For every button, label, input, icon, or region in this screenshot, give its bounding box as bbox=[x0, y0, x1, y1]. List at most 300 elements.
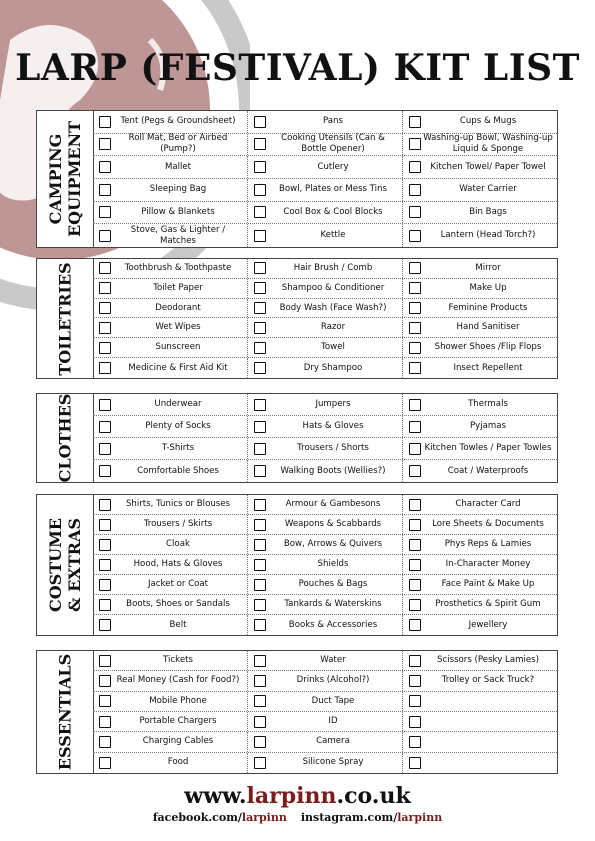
checklist-row bbox=[93, 651, 557, 671]
checkbox[interactable] bbox=[254, 206, 266, 218]
checkbox[interactable] bbox=[409, 579, 421, 591]
checklist-row bbox=[93, 134, 557, 157]
checkbox[interactable] bbox=[99, 282, 111, 294]
item-label: Portable Chargers bbox=[139, 716, 217, 727]
checklist-item bbox=[247, 712, 402, 731]
checkbox[interactable] bbox=[254, 138, 266, 150]
section-costume-extras bbox=[36, 494, 558, 636]
checklist-item bbox=[93, 224, 247, 247]
checklist-row bbox=[93, 338, 557, 358]
checklist-item bbox=[247, 753, 402, 773]
item-label: Pouches & Bags bbox=[298, 579, 368, 589]
item-label: Shower Shoes /Flip Flops bbox=[434, 342, 542, 353]
section-label bbox=[37, 111, 94, 247]
checklist-item bbox=[247, 671, 402, 690]
checkbox[interactable] bbox=[99, 342, 111, 354]
checklist-item bbox=[93, 495, 247, 514]
checklist-item bbox=[93, 535, 247, 554]
facebook-prefix: facebook.com/ bbox=[152, 811, 242, 824]
item-label: ID bbox=[328, 716, 338, 727]
item-label: Cloak bbox=[166, 539, 190, 549]
checklist-item bbox=[93, 595, 247, 614]
checkbox[interactable] bbox=[409, 116, 421, 128]
checklist-item bbox=[402, 224, 557, 247]
checklist-item bbox=[402, 692, 557, 711]
checklist-item bbox=[93, 156, 247, 178]
checklist-item bbox=[93, 318, 247, 337]
checkbox[interactable] bbox=[99, 579, 111, 591]
checkbox[interactable] bbox=[409, 559, 421, 571]
checklist-item bbox=[247, 615, 402, 635]
checklist-row bbox=[93, 259, 557, 279]
checklist-grid bbox=[93, 111, 557, 247]
item-label: Phys Reps & Lamies bbox=[444, 539, 532, 549]
checklist-grid bbox=[93, 394, 557, 482]
item-label: Books & Accessories bbox=[288, 619, 378, 630]
item-label: Body Wash (Face Wash?) bbox=[279, 302, 387, 313]
item-label: Hair Brush / Comb bbox=[293, 262, 373, 273]
item-label: Razor bbox=[320, 322, 346, 333]
checklist-item bbox=[93, 358, 247, 378]
checkbox[interactable] bbox=[254, 262, 266, 274]
checklist-row bbox=[93, 460, 557, 482]
item-label: Pillow & Blankets bbox=[141, 206, 215, 217]
item-label: Wet Wipes bbox=[155, 322, 201, 333]
checkbox[interactable] bbox=[254, 465, 266, 477]
item-label: Pans bbox=[323, 116, 343, 127]
section-label-line2: & EXTRAS bbox=[65, 518, 84, 612]
item-label: Camera bbox=[316, 736, 350, 747]
checklist-item bbox=[402, 535, 557, 554]
item-label: Mobile Phone bbox=[149, 695, 207, 706]
section-label-line1: COSTUME bbox=[46, 518, 65, 612]
checkbox[interactable] bbox=[254, 675, 266, 687]
checkbox[interactable] bbox=[254, 282, 266, 294]
checklist-item bbox=[93, 575, 247, 594]
section-label-line1: CAMPING bbox=[46, 133, 65, 225]
item-label: Make Up bbox=[469, 282, 507, 293]
item-label: Trolley or Sack Truck? bbox=[441, 675, 535, 686]
checklist-item bbox=[247, 202, 402, 224]
checkbox[interactable] bbox=[409, 619, 421, 631]
checkbox[interactable] bbox=[409, 695, 421, 707]
checklist-item bbox=[93, 338, 247, 357]
item-label: Jumpers bbox=[315, 399, 351, 409]
checkbox[interactable] bbox=[99, 619, 111, 631]
item-label: Face Paint & Make Up bbox=[441, 579, 535, 589]
checkbox[interactable] bbox=[254, 757, 266, 769]
item-label: Hand Sanitiser bbox=[456, 322, 520, 333]
facebook-link[interactable] bbox=[153, 811, 287, 824]
checklist-item bbox=[402, 732, 557, 751]
checkbox[interactable] bbox=[254, 322, 266, 334]
checklist-item bbox=[93, 416, 247, 437]
checkbox[interactable] bbox=[99, 757, 111, 769]
checkbox[interactable] bbox=[254, 399, 266, 411]
checklist-item bbox=[402, 595, 557, 614]
item-label: Weapons & Scabbards bbox=[284, 519, 382, 529]
checklist-item bbox=[402, 555, 557, 574]
checklist-row bbox=[93, 279, 557, 299]
checklist-item bbox=[247, 299, 402, 318]
section-label-text bbox=[56, 262, 75, 375]
checkbox[interactable] bbox=[99, 138, 111, 150]
checkbox[interactable] bbox=[254, 342, 266, 354]
checklist-item bbox=[247, 111, 402, 133]
checklist-row bbox=[93, 692, 557, 712]
checkbox[interactable] bbox=[409, 302, 421, 314]
item-label: Coat / Waterproofs bbox=[447, 465, 529, 476]
checkbox[interactable] bbox=[99, 184, 111, 196]
checklist-item bbox=[402, 179, 557, 201]
item-label: Prosthetics & Spirit Gum bbox=[435, 599, 541, 609]
checklist-row bbox=[93, 111, 557, 134]
checklist-item bbox=[247, 179, 402, 201]
section-label bbox=[37, 394, 94, 482]
item-label: Trousers / Shorts bbox=[297, 443, 369, 453]
item-label: Tent (Pegs & Groundsheet) bbox=[120, 116, 236, 127]
section-label-line1: TOILETRIES bbox=[55, 261, 75, 376]
item-label: Boots, Shoes or Sandals bbox=[126, 599, 230, 609]
item-label: Comfortable Shoes bbox=[137, 465, 219, 476]
section-camping-equipment bbox=[36, 110, 558, 248]
checkbox[interactable] bbox=[99, 399, 111, 411]
checkbox[interactable] bbox=[99, 716, 111, 728]
item-label: Plenty of Socks bbox=[145, 421, 211, 431]
checklist-row bbox=[93, 202, 557, 225]
checklist-row bbox=[93, 299, 557, 319]
checkbox[interactable] bbox=[409, 519, 421, 531]
checklist-item bbox=[247, 259, 402, 278]
item-label: Toilet Paper bbox=[153, 282, 203, 293]
checkbox[interactable] bbox=[409, 675, 421, 687]
item-label: Cutlery bbox=[317, 161, 349, 172]
url-suffix: .co.uk bbox=[336, 783, 411, 809]
checkbox[interactable] bbox=[409, 655, 421, 667]
checklist-item bbox=[247, 156, 402, 178]
instagram-prefix: instagram.com/ bbox=[300, 811, 398, 824]
checklist-item bbox=[93, 712, 247, 731]
checklist-item bbox=[247, 279, 402, 298]
checklist-item bbox=[247, 438, 402, 459]
checklist-item bbox=[402, 438, 557, 459]
item-label: In-Character Money bbox=[445, 559, 531, 569]
checklist-item bbox=[402, 338, 557, 357]
checklist-item bbox=[93, 202, 247, 224]
checkbox[interactable] bbox=[99, 116, 111, 128]
checkbox[interactable] bbox=[254, 161, 266, 173]
item-label: Water Carrier bbox=[459, 184, 517, 195]
item-label: Cool Box & Cool Blocks bbox=[283, 206, 383, 217]
item-label: Shirts, Tunics or Blouses bbox=[125, 499, 231, 509]
section-toiletries bbox=[36, 258, 558, 379]
checklist-row bbox=[93, 318, 557, 338]
checklist-item bbox=[247, 416, 402, 437]
checklist-row bbox=[93, 394, 557, 416]
checkbox[interactable] bbox=[409, 465, 421, 477]
checkbox[interactable] bbox=[409, 184, 421, 196]
checkbox[interactable] bbox=[409, 161, 421, 173]
section-label-line1: ESSENTIALS bbox=[55, 653, 75, 771]
section-label-text bbox=[46, 518, 84, 612]
section-label-line1: CLOTHES bbox=[55, 393, 75, 483]
checkbox[interactable] bbox=[254, 116, 266, 128]
item-label: Water bbox=[320, 655, 346, 666]
item-label: Hood, Hats & Gloves bbox=[133, 559, 223, 569]
checkbox[interactable] bbox=[99, 736, 111, 748]
item-label: Charging Cables bbox=[142, 736, 214, 747]
item-label: Jewellery bbox=[468, 619, 508, 630]
item-label: T-Shirts bbox=[161, 443, 195, 453]
checklist-item bbox=[402, 495, 557, 514]
checklist-row bbox=[93, 438, 557, 460]
checkbox[interactable] bbox=[99, 206, 111, 218]
item-label: Mirror bbox=[475, 262, 501, 273]
checkbox[interactable] bbox=[99, 322, 111, 334]
checkbox[interactable] bbox=[254, 619, 266, 631]
checkbox[interactable] bbox=[99, 655, 111, 667]
item-label: Silicone Spray bbox=[302, 757, 364, 768]
item-label: Stove, Gas & Lighter / Matches bbox=[130, 224, 226, 246]
checkbox[interactable] bbox=[254, 579, 266, 591]
checklist-item bbox=[247, 732, 402, 751]
checklist-item bbox=[93, 279, 247, 298]
item-label: Trousers / Skirts bbox=[143, 519, 213, 529]
page-title: LARP (FESTIVAL) KIT LIST bbox=[15, 47, 580, 89]
checkbox[interactable] bbox=[409, 716, 421, 728]
checkbox[interactable] bbox=[99, 465, 111, 477]
item-label: Food bbox=[167, 757, 189, 768]
checklist-item bbox=[93, 732, 247, 751]
checklist-item bbox=[247, 495, 402, 514]
item-label: Underwear bbox=[154, 399, 202, 409]
checklist-row bbox=[93, 416, 557, 438]
item-label: Sleeping Bag bbox=[149, 184, 207, 195]
website-url[interactable] bbox=[0, 783, 595, 809]
checkbox[interactable] bbox=[409, 757, 421, 769]
item-label: Feminine Products bbox=[448, 302, 528, 313]
checklist-item bbox=[93, 555, 247, 574]
checkbox[interactable] bbox=[99, 519, 111, 531]
item-label: Lore Sheets & Documents bbox=[432, 519, 544, 529]
checklist-item bbox=[247, 555, 402, 574]
checkbox[interactable] bbox=[409, 282, 421, 294]
checklist-grid bbox=[93, 495, 557, 635]
checklist-item bbox=[402, 111, 557, 133]
checklist-item bbox=[93, 671, 247, 690]
item-label: Dry Shampoo bbox=[303, 362, 363, 373]
checkbox[interactable] bbox=[254, 716, 266, 728]
checklist-row bbox=[93, 712, 557, 732]
checklist-item bbox=[402, 460, 557, 482]
checkbox[interactable] bbox=[409, 499, 421, 511]
checklist-item bbox=[93, 615, 247, 635]
checkbox[interactable] bbox=[254, 421, 266, 433]
checklist-item bbox=[402, 318, 557, 337]
checkbox[interactable] bbox=[254, 499, 266, 511]
item-label: Kitchen Towles / Paper Towles bbox=[424, 443, 552, 453]
checkbox[interactable] bbox=[409, 443, 421, 455]
checkbox[interactable] bbox=[99, 262, 111, 274]
checkbox[interactable] bbox=[254, 539, 266, 551]
checklist-item bbox=[402, 299, 557, 318]
checkbox[interactable] bbox=[254, 519, 266, 531]
checklist-item bbox=[93, 394, 247, 415]
checkbox[interactable] bbox=[409, 421, 421, 433]
checklist-row bbox=[93, 358, 557, 378]
item-label: Deodorant bbox=[155, 302, 201, 313]
checklist-row bbox=[93, 515, 557, 535]
item-label: Walking Boots (Wellies?) bbox=[280, 465, 386, 476]
checklist-item bbox=[247, 224, 402, 247]
checklist-item bbox=[402, 671, 557, 690]
checkbox[interactable] bbox=[99, 230, 111, 242]
checkbox[interactable] bbox=[99, 302, 111, 314]
checkbox[interactable] bbox=[99, 539, 111, 551]
checkbox[interactable] bbox=[409, 138, 421, 150]
item-label: Sunscreen bbox=[155, 342, 201, 353]
item-label: Jacket or Coat bbox=[147, 579, 208, 589]
section-label-text bbox=[46, 121, 84, 237]
item-label: Character Card bbox=[455, 499, 521, 509]
checklist-item bbox=[93, 692, 247, 711]
checkbox[interactable] bbox=[254, 736, 266, 748]
checklist-row bbox=[93, 555, 557, 575]
checklist-item bbox=[247, 535, 402, 554]
checkbox[interactable] bbox=[99, 421, 111, 433]
checklist-item bbox=[93, 460, 247, 482]
checklist-item bbox=[247, 134, 402, 156]
checkbox[interactable] bbox=[99, 599, 111, 611]
checklist-item bbox=[402, 712, 557, 731]
checkbox[interactable] bbox=[254, 559, 266, 571]
checklist-item bbox=[93, 111, 247, 133]
section-label-text bbox=[56, 654, 75, 770]
checkbox[interactable] bbox=[254, 184, 266, 196]
item-label: Medicine & First Aid Kit bbox=[128, 362, 228, 373]
item-label: Tankards & Waterskins bbox=[284, 599, 382, 609]
checkbox[interactable] bbox=[99, 161, 111, 173]
checkbox[interactable] bbox=[409, 599, 421, 611]
instagram-brand: larpinn bbox=[397, 811, 443, 824]
item-label: Shampoo & Conditioner bbox=[281, 282, 385, 293]
checkbox[interactable] bbox=[254, 443, 266, 455]
checklist-item bbox=[402, 515, 557, 534]
item-label: Duct Tape bbox=[311, 695, 355, 706]
checkbox[interactable] bbox=[99, 559, 111, 571]
section-essentials bbox=[36, 650, 558, 774]
checklist-item bbox=[247, 394, 402, 415]
section-label-text bbox=[56, 394, 75, 483]
checkbox[interactable] bbox=[99, 695, 111, 707]
checklist-item bbox=[93, 179, 247, 201]
checklist-item bbox=[402, 259, 557, 278]
checklist-item bbox=[247, 575, 402, 594]
checklist-item bbox=[247, 318, 402, 337]
checklist-item bbox=[402, 753, 557, 773]
checklist-item bbox=[402, 202, 557, 224]
checklist-item bbox=[93, 438, 247, 459]
checkbox[interactable] bbox=[99, 499, 111, 511]
checkbox[interactable] bbox=[409, 736, 421, 748]
item-label: Lantern (Head Torch?) bbox=[440, 230, 536, 241]
checklist-grid bbox=[93, 259, 557, 378]
checkbox[interactable] bbox=[254, 655, 266, 667]
item-label: Kettle bbox=[320, 230, 346, 241]
section-clothes bbox=[36, 393, 558, 483]
item-label: Cups & Mugs bbox=[459, 116, 517, 127]
checklist-row bbox=[93, 732, 557, 752]
checklist-item bbox=[247, 515, 402, 534]
item-label: Bowl, Plates or Mess Tins bbox=[279, 184, 387, 195]
checkbox[interactable] bbox=[409, 206, 421, 218]
checklist-item bbox=[247, 692, 402, 711]
item-label: Bow, Arrows & Quivers bbox=[283, 539, 383, 549]
checkbox[interactable] bbox=[254, 230, 266, 242]
item-label: Hats & Gloves bbox=[302, 421, 364, 431]
item-label: Drinks (Alcohol?) bbox=[296, 675, 370, 686]
checkbox[interactable] bbox=[409, 539, 421, 551]
checklist-row bbox=[93, 156, 557, 179]
item-label: Toothbrush & Toothpaste bbox=[124, 262, 232, 273]
checkbox[interactable] bbox=[409, 399, 421, 411]
checkbox[interactable] bbox=[254, 302, 266, 314]
checklist-row bbox=[93, 753, 557, 773]
item-label: Roll Mat, Bed or Airbed (Pump?) bbox=[128, 133, 228, 155]
social-links bbox=[0, 811, 595, 825]
checkbox[interactable] bbox=[409, 230, 421, 242]
checkbox[interactable] bbox=[254, 599, 266, 611]
item-label: Scissors (Pesky Lamies) bbox=[437, 655, 539, 666]
checkbox[interactable] bbox=[254, 362, 266, 374]
checklist-item bbox=[247, 338, 402, 357]
checklist-item bbox=[402, 416, 557, 437]
checklist-item bbox=[93, 515, 247, 534]
checklist-item bbox=[402, 358, 557, 378]
item-label: Insect Repellent bbox=[453, 362, 523, 373]
item-label: Real Money (Cash for Food?) bbox=[116, 675, 240, 686]
checklist-item bbox=[247, 358, 402, 378]
item-label: Kitchen Towel/ Paper Towel bbox=[430, 161, 546, 172]
checklist-item bbox=[402, 615, 557, 635]
checkbox[interactable] bbox=[99, 675, 111, 687]
checklist-item bbox=[402, 651, 557, 670]
checklist-row bbox=[93, 224, 557, 247]
url-brand: larpinn bbox=[246, 783, 337, 809]
checkbox[interactable] bbox=[99, 362, 111, 374]
checklist-item bbox=[402, 575, 557, 594]
section-label bbox=[37, 259, 94, 378]
checkbox[interactable] bbox=[409, 262, 421, 274]
checkbox[interactable] bbox=[409, 322, 421, 334]
checkbox[interactable] bbox=[254, 695, 266, 707]
checklist-row bbox=[93, 495, 557, 515]
item-label: Armour & Gambesons bbox=[285, 499, 381, 509]
facebook-brand: larpinn bbox=[241, 811, 287, 824]
checklist-item bbox=[247, 651, 402, 670]
instagram-link[interactable] bbox=[301, 811, 442, 824]
item-label: Towel bbox=[321, 342, 345, 353]
checklist-row bbox=[93, 595, 557, 615]
item-label: Washing-up Bowl, Washing-up Liquid & Sponge bbox=[423, 133, 553, 155]
section-label bbox=[37, 495, 94, 635]
item-label: Belt bbox=[169, 619, 187, 630]
section-label bbox=[37, 651, 94, 773]
checkbox[interactable] bbox=[409, 342, 421, 354]
checkbox[interactable] bbox=[99, 443, 111, 455]
checkbox[interactable] bbox=[409, 362, 421, 374]
checklist-item bbox=[93, 134, 247, 156]
